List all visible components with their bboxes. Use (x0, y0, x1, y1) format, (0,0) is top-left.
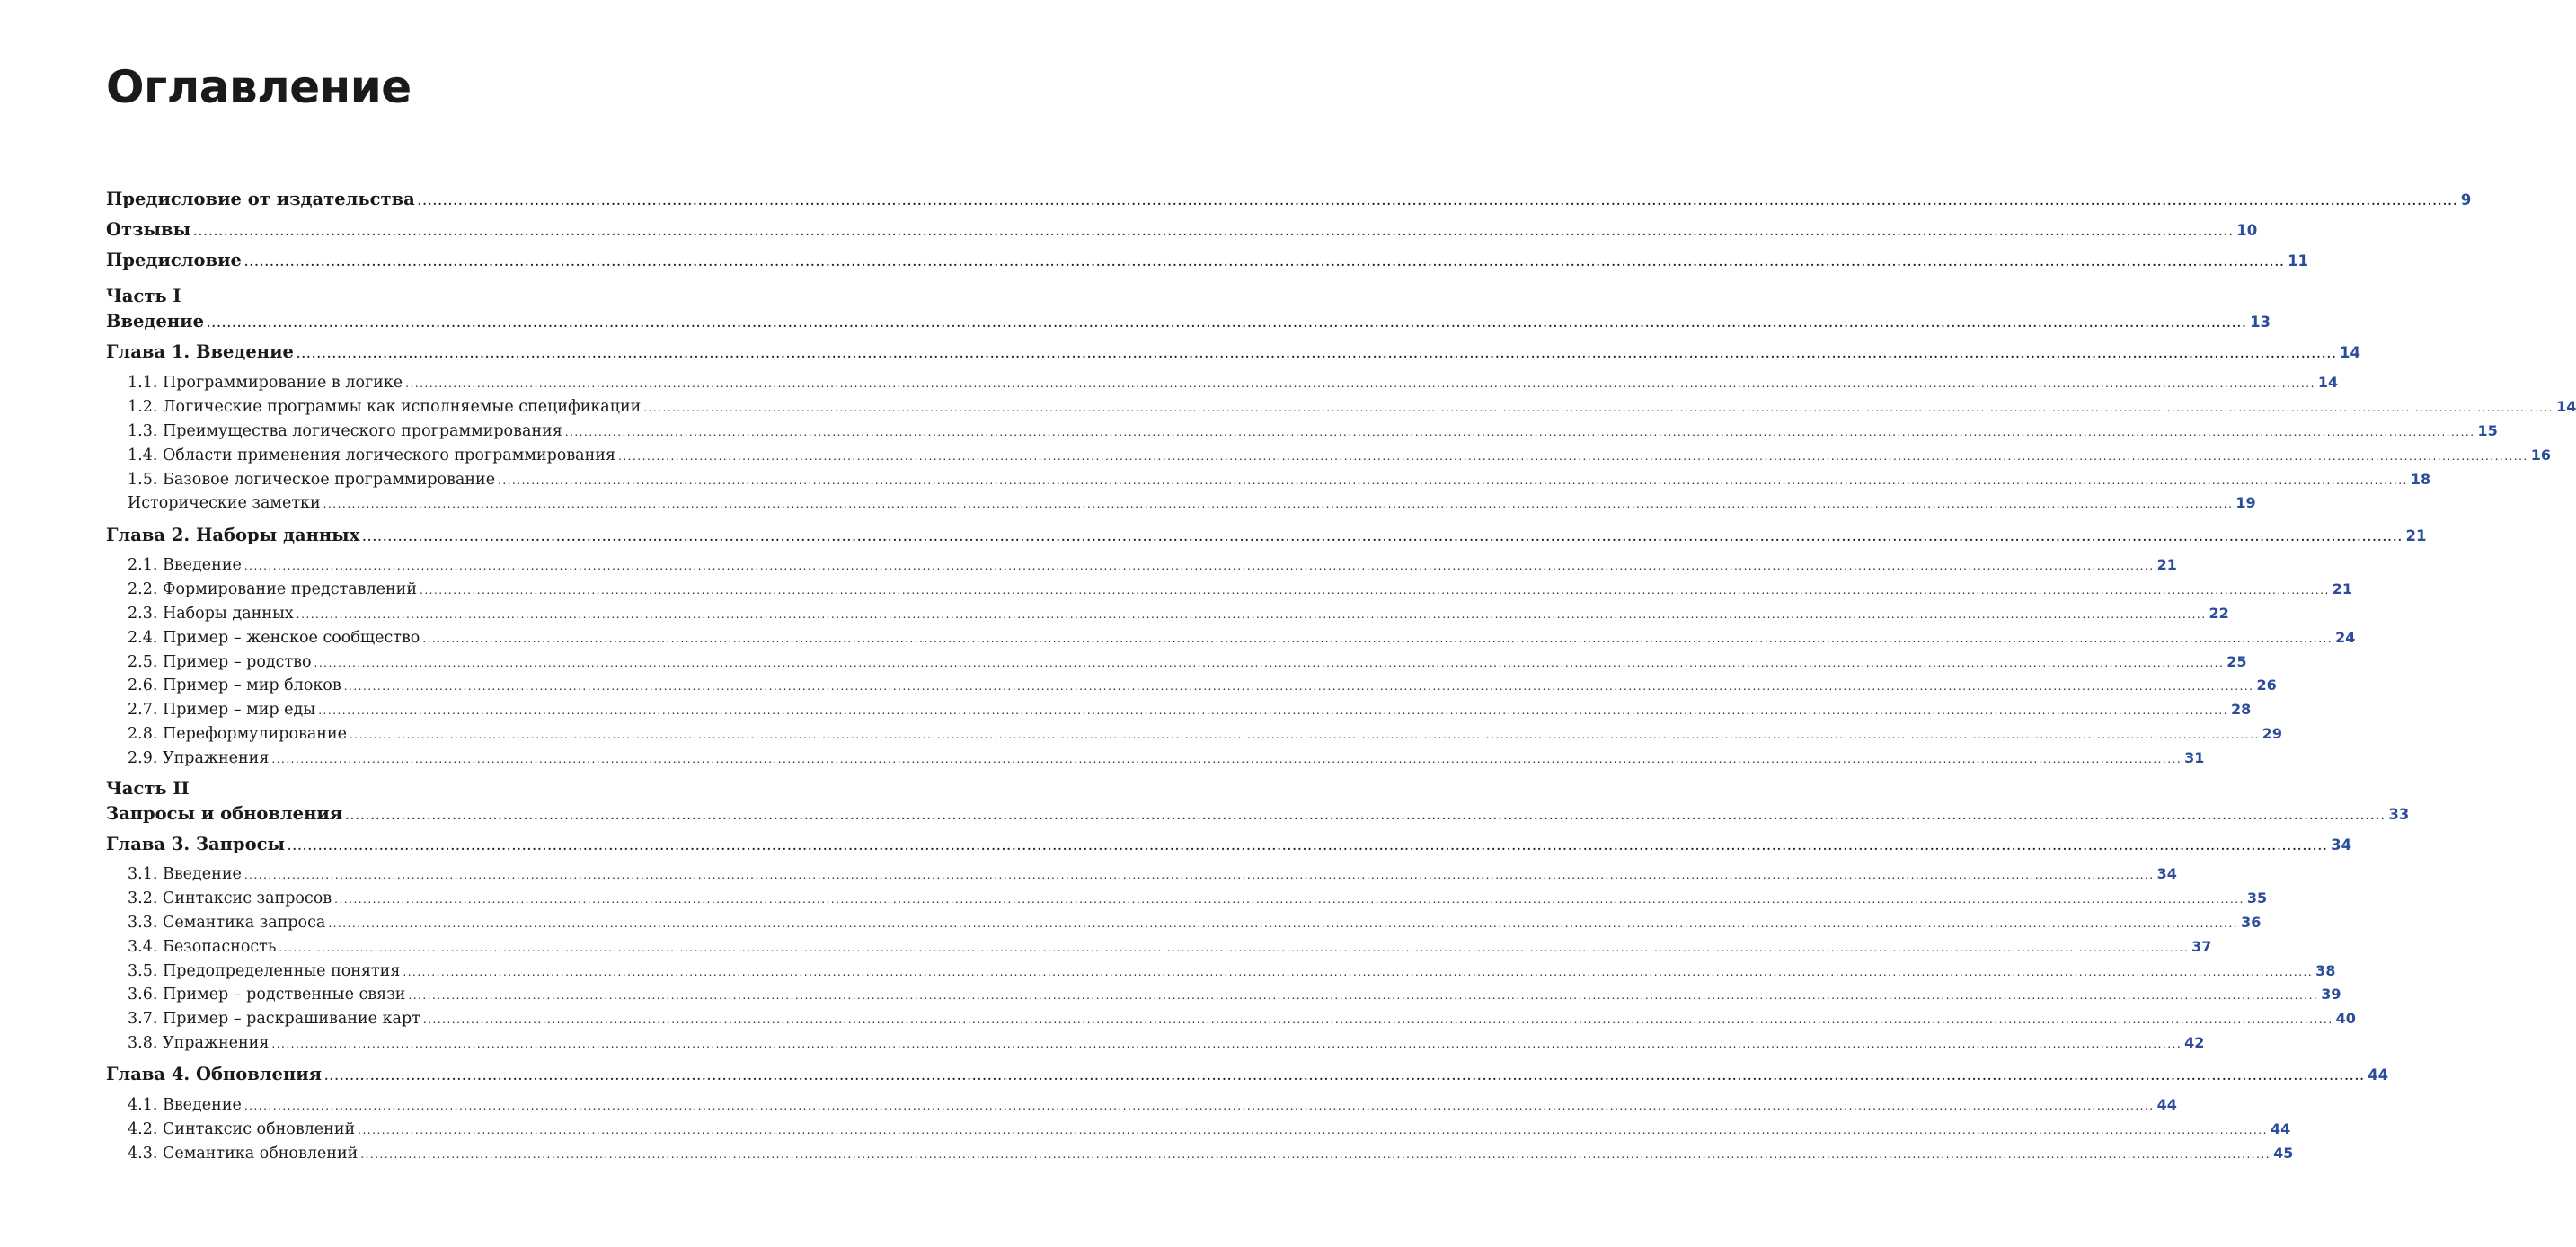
dot-leader: ................................................................................................................................................................................................................................................................................................................................................................................................................ (206, 317, 2248, 330)
toc-page-number: 44 (2368, 1066, 2389, 1083)
toc-entry[interactable] (128, 553, 2177, 579)
toc-page-number: 42 (2184, 1034, 2205, 1051)
toc-page-number: 11 (2288, 252, 2309, 270)
dot-leader: ................................................................................................................................................................................................................................................................................................................................................................................................................ (422, 632, 2333, 645)
toc-entry[interactable] (106, 1062, 2389, 1089)
dot-leader: ................................................................................................................................................................................................................................................................................................................................................................................................................ (358, 1124, 2268, 1136)
toc-entry-title: 2.2. Формирование представлений (128, 580, 417, 598)
toc-page-number: 44 (2156, 1096, 2177, 1113)
dot-leader: ................................................................................................................................................................................................................................................................................................................................................................................................................ (243, 869, 2155, 881)
toc-page-number: 36 (2241, 914, 2262, 931)
toc-entry-title: Исторические заметки (128, 494, 321, 512)
toc-entry[interactable] (128, 1092, 2177, 1119)
toc-entry-title: 3.2. Синтаксис запросов (128, 889, 332, 907)
toc-entry-title: 3.7. Пример – раскрашивание карт (128, 1010, 420, 1028)
dot-leader: ................................................................................................................................................................................................................................................................................................................................................................................................................ (318, 704, 2229, 717)
dot-leader: ................................................................................................................................................................................................................................................................................................................................................................................................................ (618, 450, 2528, 463)
dot-leader: ................................................................................................................................................................................................................................................................................................................................................................................................................ (417, 195, 2458, 208)
toc-page-number: 26 (2256, 677, 2277, 694)
dot-leader: ................................................................................................................................................................................................................................................................................................................................................................................................................ (405, 377, 2315, 390)
toc-entry-title: 3.3. Семантика запроса (128, 914, 326, 932)
toc-entry[interactable] (128, 1141, 2294, 1167)
toc-entry[interactable] (128, 862, 2177, 888)
toc-entry-title: 2.5. Пример – родство (128, 653, 312, 671)
toc-entry[interactable] (106, 187, 2472, 214)
dot-leader: ................................................................................................................................................................................................................................................................................................................................................................................................................ (564, 426, 2475, 438)
dot-leader: ................................................................................................................................................................................................................................................................................................................................................................................................................ (314, 657, 2225, 669)
toc-entry[interactable] (106, 832, 2352, 859)
toc-page-number: 40 (2335, 1010, 2356, 1027)
toc-page-number: 24 (2335, 629, 2356, 646)
dot-leader: ................................................................................................................................................................................................................................................................................................................................................................................................................ (243, 256, 2286, 269)
toc-page-number: 9 (2460, 191, 2472, 208)
toc-entry-title: 3.8. Упражнения (128, 1034, 270, 1052)
toc-page-number: 21 (2156, 556, 2177, 573)
toc-page-number: 37 (2191, 938, 2212, 955)
toc-entry-title: Отзывы (106, 219, 191, 240)
toc-entry[interactable] (128, 394, 2576, 420)
toc-entry[interactable] (128, 467, 2431, 493)
toc-entry-title: Глава 1. Введение (106, 341, 294, 362)
toc-entry[interactable] (128, 370, 2339, 396)
toc-entry-title: 2.1. Введение (128, 556, 242, 574)
toc-entry[interactable] (128, 1006, 2356, 1032)
dot-leader: ................................................................................................................................................................................................................................................................................................................................................................................................................ (360, 1148, 2271, 1161)
toc-entry-title: Предисловие (106, 250, 242, 270)
toc-entry-title: 2.9. Упражнения (128, 749, 270, 767)
toc-entry-title: 2.8. Переформулирование (128, 725, 347, 743)
dot-leader: ................................................................................................................................................................................................................................................................................................................................................................................................................ (408, 989, 2319, 1002)
toc-entry[interactable] (106, 248, 2309, 275)
toc-page-number: 28 (2231, 701, 2252, 718)
dot-leader: ................................................................................................................................................................................................................................................................................................................................................................................................................ (243, 560, 2155, 572)
toc-entry-title: 1.3. Преимущества логического программирования (128, 422, 562, 440)
toc-entry-title: Глава 2. Наборы данных (106, 525, 360, 545)
toc-entry[interactable] (106, 309, 2271, 336)
toc-entry[interactable] (106, 801, 2410, 828)
page-title: Оглавление (106, 61, 412, 113)
toc-page-number: 38 (2315, 962, 2336, 979)
toc-entry[interactable] (128, 721, 2283, 747)
toc-page-number: 34 (2331, 836, 2352, 853)
dot-leader: ................................................................................................................................................................................................................................................................................................................................................................................................................ (362, 531, 2403, 544)
dot-leader: ................................................................................................................................................................................................................................................................................................................................................................................................................ (271, 753, 2182, 765)
toc-entry[interactable] (128, 443, 2552, 469)
toc-entry-title: 3.6. Пример – родственные связи (128, 986, 406, 1004)
dot-leader: ................................................................................................................................................................................................................................................................................................................................................................................................................ (345, 809, 2386, 822)
toc-entry[interactable] (128, 910, 2262, 936)
toc-page-number: 29 (2262, 725, 2283, 742)
toc-page-number: 14 (2556, 398, 2576, 415)
dot-leader: ................................................................................................................................................................................................................................................................................................................................................................................................................ (296, 348, 2338, 360)
toc-entry-title: 2.7. Пример – мир еды (128, 701, 316, 719)
toc-page-number: 22 (2209, 605, 2229, 622)
toc-entry[interactable] (128, 934, 2212, 960)
toc-entry[interactable] (128, 419, 2498, 445)
toc-page-number: 31 (2184, 749, 2205, 766)
toc-page-number: 44 (2270, 1120, 2291, 1137)
toc-entry-title: Введение (106, 311, 204, 332)
toc-page-number: 25 (2226, 653, 2247, 670)
dot-leader: ................................................................................................................................................................................................................................................................................................................................................................................................................ (328, 917, 2239, 930)
part-label: Часть I (106, 286, 181, 306)
dot-leader: ................................................................................................................................................................................................................................................................................................................................................................................................................ (296, 608, 2207, 621)
toc-entry[interactable] (128, 886, 2268, 912)
dot-leader: ................................................................................................................................................................................................................................................................................................................................................................................................................ (243, 1100, 2155, 1112)
dot-leader: ................................................................................................................................................................................................................................................................................................................................................................................................................ (271, 1038, 2182, 1050)
dot-leader: ................................................................................................................................................................................................................................................................................................................................................................................................................ (498, 474, 2408, 487)
toc-entry-title: 2.4. Пример – женское сообщество (128, 629, 420, 647)
toc-entry-title: 3.4. Безопасность (128, 938, 277, 956)
toc-entry-title: 3.5. Предопределенные понятия (128, 962, 401, 980)
toc-page-number: 45 (2273, 1145, 2294, 1162)
toc-entry[interactable] (128, 697, 2252, 723)
toc-page-number: 33 (2388, 806, 2410, 823)
toc-entry[interactable] (128, 491, 2256, 517)
dot-leader: ................................................................................................................................................................................................................................................................................................................................................................................................................ (279, 942, 2190, 954)
dot-leader: ................................................................................................................................................................................................................................................................................................................................................................................................................ (334, 893, 2244, 906)
toc-page-number: 16 (2530, 447, 2552, 464)
toc-page-number: 13 (2250, 314, 2271, 331)
toc-page-number: 15 (2477, 422, 2498, 439)
toc-entry-title: 4.1. Введение (128, 1096, 242, 1114)
toc-page-number: 14 (2317, 374, 2339, 391)
toc-entry-title: 1.1. Программирование в логике (128, 374, 403, 392)
toc-entry-title: Глава 3. Запросы (106, 834, 285, 854)
dot-leader: ................................................................................................................................................................................................................................................................................................................................................................................................................ (422, 1013, 2333, 1026)
toc-entry[interactable] (106, 340, 2361, 367)
dot-leader: ................................................................................................................................................................................................................................................................................................................................................................................................................ (349, 729, 2260, 741)
part-label: Часть II (106, 778, 190, 799)
toc-page-number: 14 (2340, 344, 2361, 361)
dot-leader: ................................................................................................................................................................................................................................................................................................................................................................................................................ (324, 1070, 2366, 1083)
toc-entry-title: 4.3. Семантика обновлений (128, 1145, 359, 1163)
toc-entry-title: 1.4. Области применения логического программирования (128, 447, 615, 464)
toc-page-number: 18 (2410, 471, 2431, 488)
toc-page-number: 35 (2246, 889, 2268, 907)
dot-leader: ................................................................................................................................................................................................................................................................................................................................................................................................................ (193, 226, 2235, 238)
toc-entry-title: 4.2. Синтаксис обновлений (128, 1120, 356, 1138)
toc-entry[interactable] (106, 217, 2258, 244)
dot-leader: ................................................................................................................................................................................................................................................................................................................................................................................................................ (403, 966, 2314, 978)
dot-leader: ................................................................................................................................................................................................................................................................................................................................................................................................................ (343, 680, 2254, 693)
toc-entry[interactable] (128, 650, 2247, 676)
toc-entry[interactable] (128, 673, 2277, 699)
toc-entry-title: 2.3. Наборы данных (128, 605, 294, 623)
dot-leader: ................................................................................................................................................................................................................................................................................................................................................................................................................ (288, 840, 2329, 853)
toc-entry[interactable] (106, 523, 2427, 550)
toc-entry[interactable] (128, 577, 2353, 603)
toc-entry[interactable] (128, 959, 2336, 985)
toc-entry[interactable] (128, 746, 2205, 772)
toc-page-number: 21 (2405, 527, 2427, 544)
dot-leader: ................................................................................................................................................................................................................................................................................................................................................................................................................ (643, 402, 2554, 414)
toc-entry[interactable] (128, 625, 2356, 651)
toc-page-number: 34 (2156, 865, 2177, 882)
toc-entry-title: Глава 4. Обновления (106, 1064, 323, 1084)
toc-entry[interactable] (128, 1030, 2205, 1057)
toc-entry-title: 2.6. Пример – мир блоков (128, 677, 341, 694)
toc-entry-title: Запросы и обновления (106, 803, 343, 824)
toc-entry-title: 3.1. Введение (128, 865, 242, 883)
toc-page-number: 39 (2321, 986, 2341, 1003)
toc-entry-title: Предисловие от издательства (106, 189, 415, 209)
toc-page-number: 10 (2236, 222, 2258, 239)
toc-entry-title: 1.5. Базовое логическое программирование (128, 471, 496, 489)
toc-entry-title: 1.2. Логические программы как исполняемые спецификации (128, 398, 642, 416)
toc-page-number: 19 (2235, 494, 2256, 511)
toc-entry[interactable] (128, 1117, 2291, 1143)
toc-entry[interactable] (128, 982, 2341, 1008)
toc-entry[interactable] (128, 601, 2229, 627)
dot-leader: ................................................................................................................................................................................................................................................................................................................................................................................................................ (420, 584, 2330, 597)
toc-page-number: 21 (2332, 580, 2353, 597)
dot-leader: ................................................................................................................................................................................................................................................................................................................................................................................................................ (323, 498, 2234, 510)
